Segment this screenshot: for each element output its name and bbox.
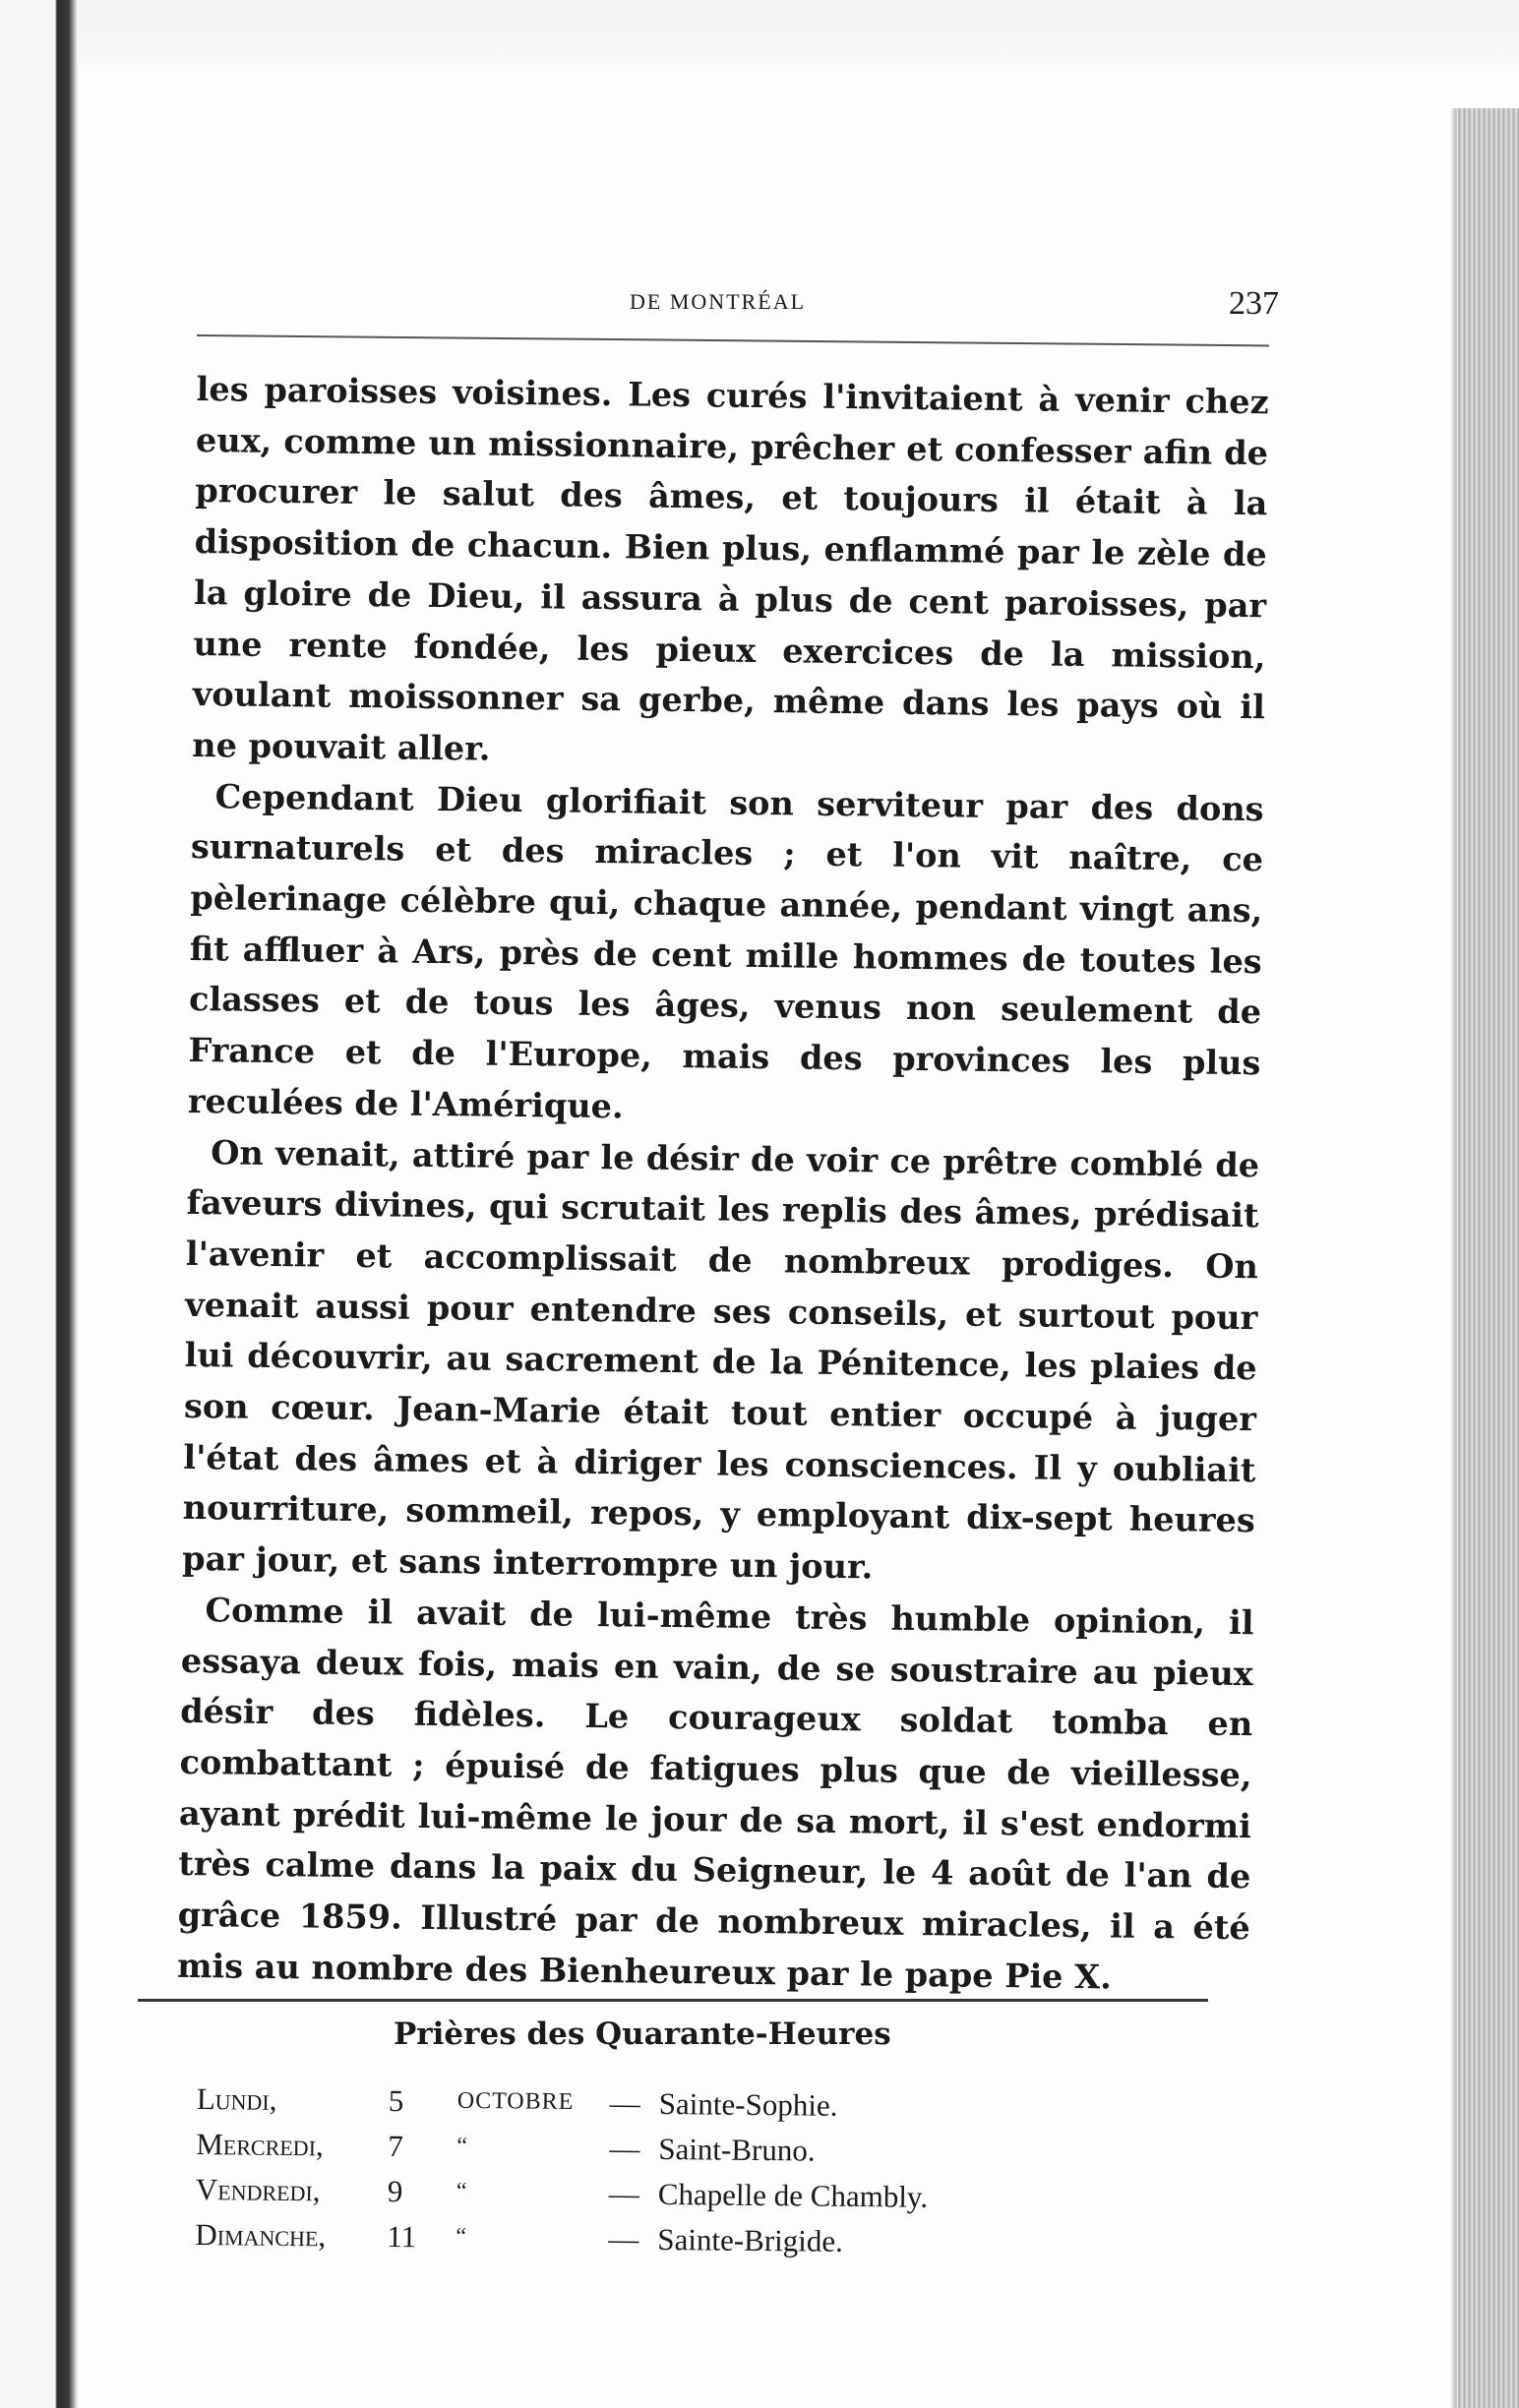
schedule-dash: — (608, 2176, 640, 2211)
book-gutter (0, 0, 79, 2408)
schedule-dash: — (609, 2085, 640, 2121)
schedule-month: “ (456, 2178, 468, 2204)
body-text (177, 364, 1269, 2005)
prayers-schedule (195, 2081, 1003, 2271)
schedule-place: Sainte-Sophie. (658, 2085, 838, 2123)
paragraph: Cependant Dieu glorifiait son serviteur par des dons surnaturels et des miracles ; et l'on vit naître, ce pèlerinage célèbre qui, chaque année, pendant vingt ans, fit affluer à Ars, près de cent mille hommes de toutes les classes et de tous les âges, venus non seulement de France et de l'Europe, mais des provinces les plus reculées de l'Amérique. (187, 776, 1264, 1126)
schedule-day: Mercredi, (196, 2126, 324, 2163)
schedule-day: Lundi, (196, 2081, 277, 2117)
section-divider (138, 1999, 1208, 2002)
prayers-title: Prières des Quarante-Heures (394, 2017, 891, 2052)
schedule-day: Vendredi, (195, 2171, 321, 2208)
schedule-place: Chapelle de Chambly. (657, 2176, 929, 2214)
schedule-day: Dimanche, (195, 2216, 327, 2254)
schedule-dash: — (609, 2131, 640, 2166)
schedule-date: 7 (388, 2129, 404, 2164)
schedule-month: “ (456, 2133, 469, 2159)
schedule-dash: — (608, 2221, 639, 2257)
paragraph: Comme il avait de lui-même très humble opinion, il essaya deux fois, mais en vain, de se soustraire au pieux désir des fidèles. Le courageux soldat tomba en combattant ; épuisé de fatigues plus que de vieillesse, ayant prédit lui-même le jour de sa mort, il s'est endormi très calme dans la paix du Seigneur, le 4 août de l'an de grâce 1859. Illustré par de nombreux miracles, il a été mis au nombre des Bienheureux par le pape Pie X. (176, 1591, 1254, 1997)
schedule-date: 11 (387, 2219, 417, 2255)
schedule-date: 9 (387, 2174, 403, 2209)
schedule-row (195, 2217, 1002, 2271)
running-title: DE MONTRÉAL (630, 289, 807, 314)
schedule-month: “ (456, 2223, 468, 2250)
schedule-month: OCTOBRE (456, 2087, 575, 2116)
page-header (197, 285, 1279, 334)
page-number: 237 (1229, 285, 1279, 322)
paragraph: On venait, attiré par le désir de voir ce prêtre comblé de faveurs divines, qui scrutait les replis des âmes, prédisait l'avenir et accomplissait de nombreux prodiges. On venait aussi pour entendre ses conseils, et surtout pour lui découvrir, au sacrement de la Pénitence, les plaies de son cœur. Jean-Marie était tout entier occupé à juger l'état des âmes et à diriger les consciences. Il y oubliait nourriture, sommeil, repos, y employant dix-sept heures par jour, et sans interrompre un jour. (181, 1132, 1260, 1587)
page-edges (1454, 108, 1519, 2408)
schedule-place: Sainte-Brigide. (657, 2221, 844, 2258)
schedule-date: 5 (388, 2083, 404, 2119)
page-top-margin (0, 0, 1519, 69)
header-rule (197, 334, 1269, 346)
paragraph: les paroisses voisines. Les curés l'invitaient à venir chez eux, comme un missionnaire, prêcher et confesser afin de procurer le salut des âmes, et toujours il était à la disposition de chacun. Bien plus, enflammé par le zèle de la gloire de Dieu, il assura à plus de cent paroisses, par une rente fondée, les pieux exercices de la mission, voulant moissonner sa gerbe, même dans les pays où il ne pouvait aller. (192, 369, 1269, 768)
schedule-place: Saint-Bruno. (658, 2131, 816, 2168)
